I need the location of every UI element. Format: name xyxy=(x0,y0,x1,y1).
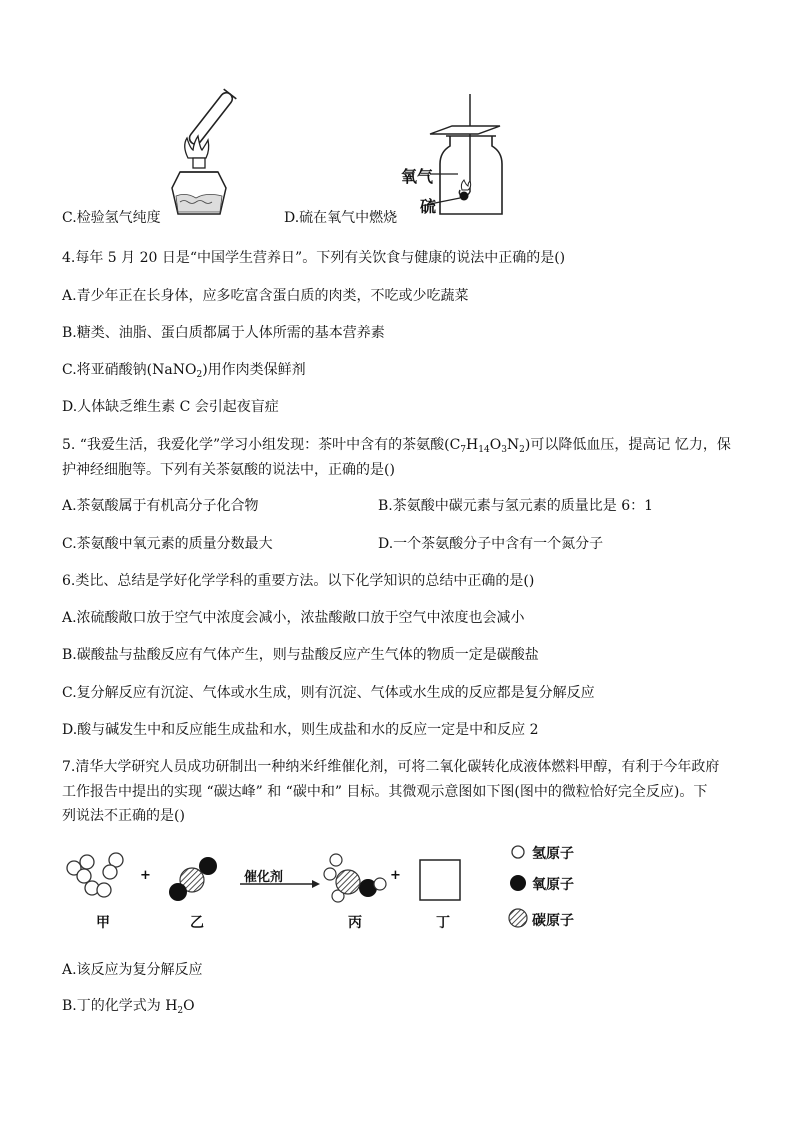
label-jia: 甲 xyxy=(96,915,110,931)
reactant-yi-molecule xyxy=(169,857,217,901)
q4-option-b: B.糖类、油脂、蛋白质都属于人体所需的基本营养素 xyxy=(62,325,385,341)
q7-stem-line2: 工作报告中提出的实现 “碳达峰” 和 “碳中和” 目标。其微观示意图如下图(图中的微粒恰好完全反应)。下 xyxy=(62,784,708,800)
legend-carbon-symbol xyxy=(509,909,527,927)
q7-option-b: B.丁的化学式为 $H_2O$ xyxy=(62,998,195,1016)
q4-stem: 4.每年 5 月 20 日是“中国学生营养日”。下列有关饮食与健康的说法中正确的是() xyxy=(62,250,566,266)
q4-option-a: A.青少年正在长身体，应多吃富含蛋白质的肉类，不吃或少吃蔬菜 xyxy=(62,288,469,304)
q3-option-d: D.硫在氧气中燃烧 xyxy=(284,210,398,226)
q7-stem-line3: 列说法不正确的是() xyxy=(62,808,185,824)
q7-stem-line1: 7.清华大学研究人员成功研制出一种纳米纤维催化剂，可将二氧化碳转化成液体燃料甲醇，有利于今年政府 xyxy=(62,759,720,775)
q7-option-a: A.该反应为复分解反应 xyxy=(62,962,203,978)
product-ding-box xyxy=(420,860,460,900)
legend-oxygen: 氧原子 xyxy=(532,877,574,893)
legend-carbon: 碳原子 xyxy=(532,913,574,929)
oxygen-label: 氧气 xyxy=(401,167,434,186)
q5-stem-line2: 护神经细胞等。下列有关茶氨酸的说法中，正确的是() xyxy=(62,462,395,478)
label-bing: 丙 xyxy=(348,915,362,931)
plus-sign-2: + xyxy=(390,868,401,883)
q6-option-a: A.浓硫酸敞口放于空气中浓度会减小，浓盐酸敞口放于空气中浓度也会减小 xyxy=(62,610,525,626)
legend-hydrogen-symbol xyxy=(512,846,524,858)
q6-option-b: B.碳酸盐与盐酸反应有气体产生，则与盐酸反应产生气体的物质一定是碳酸盐 xyxy=(62,647,539,663)
q6-option-d: D.酸与碱发生中和反应能生成盐和水，则生成盐和水的反应一定是中和反应 2 xyxy=(62,722,539,738)
q5-option-a: A.茶氨酸属于有机高分子化合物 xyxy=(62,498,259,514)
q5-option-d: D.一个茶氨酸分子中含有一个氮分子 xyxy=(378,536,604,552)
legend-hydrogen: 氢原子 xyxy=(532,846,574,862)
hydrogen-purity-test-figure xyxy=(160,88,250,223)
q5-stem-line1: 5. “我爱生活，我爱化学”学习小组发现：茶叶中含有的茶氨酸$(C_7H_{14}O_3N_2)$可以降低血压，提高记 忆力，保 xyxy=(62,437,731,455)
sulfur-burning-figure xyxy=(400,92,510,222)
product-bing-molecule xyxy=(324,854,386,902)
q6-stem: 6.类比、总结是学好化学学科的重要方法。以下化学知识的总结中正确的是() xyxy=(62,573,535,589)
label-yi: 乙 xyxy=(190,915,204,931)
q3-option-c: C.检验氢气纯度 xyxy=(62,210,161,226)
reactant-jia-molecules xyxy=(67,853,123,897)
q6-option-c: C.复分解反应有沉淀、气体或水生成，则有沉淀、气体或水生成的反应都是复分解反应 xyxy=(62,685,595,701)
reaction-diagram xyxy=(60,838,600,938)
legend-oxygen-symbol xyxy=(510,875,526,891)
q5-option-b: B.茶氨酸中碳元素与氢元素的质量比是 6：1 xyxy=(378,498,654,514)
plus-sign-1: + xyxy=(140,868,151,883)
q4-option-c: C.将亚硝酸钠(NaNO$_2$)用作肉类保鲜剂 xyxy=(62,362,306,380)
q5-option-c: C.茶氨酸中氧元素的质量分数最大 xyxy=(62,536,273,552)
catalyst-label: 催化剂 xyxy=(244,870,284,885)
label-ding: 丁 xyxy=(436,915,450,931)
sulfur-label: 硫 xyxy=(420,197,437,216)
q4-option-d: D.人体缺乏维生素 C 会引起夜盲症 xyxy=(62,399,279,415)
